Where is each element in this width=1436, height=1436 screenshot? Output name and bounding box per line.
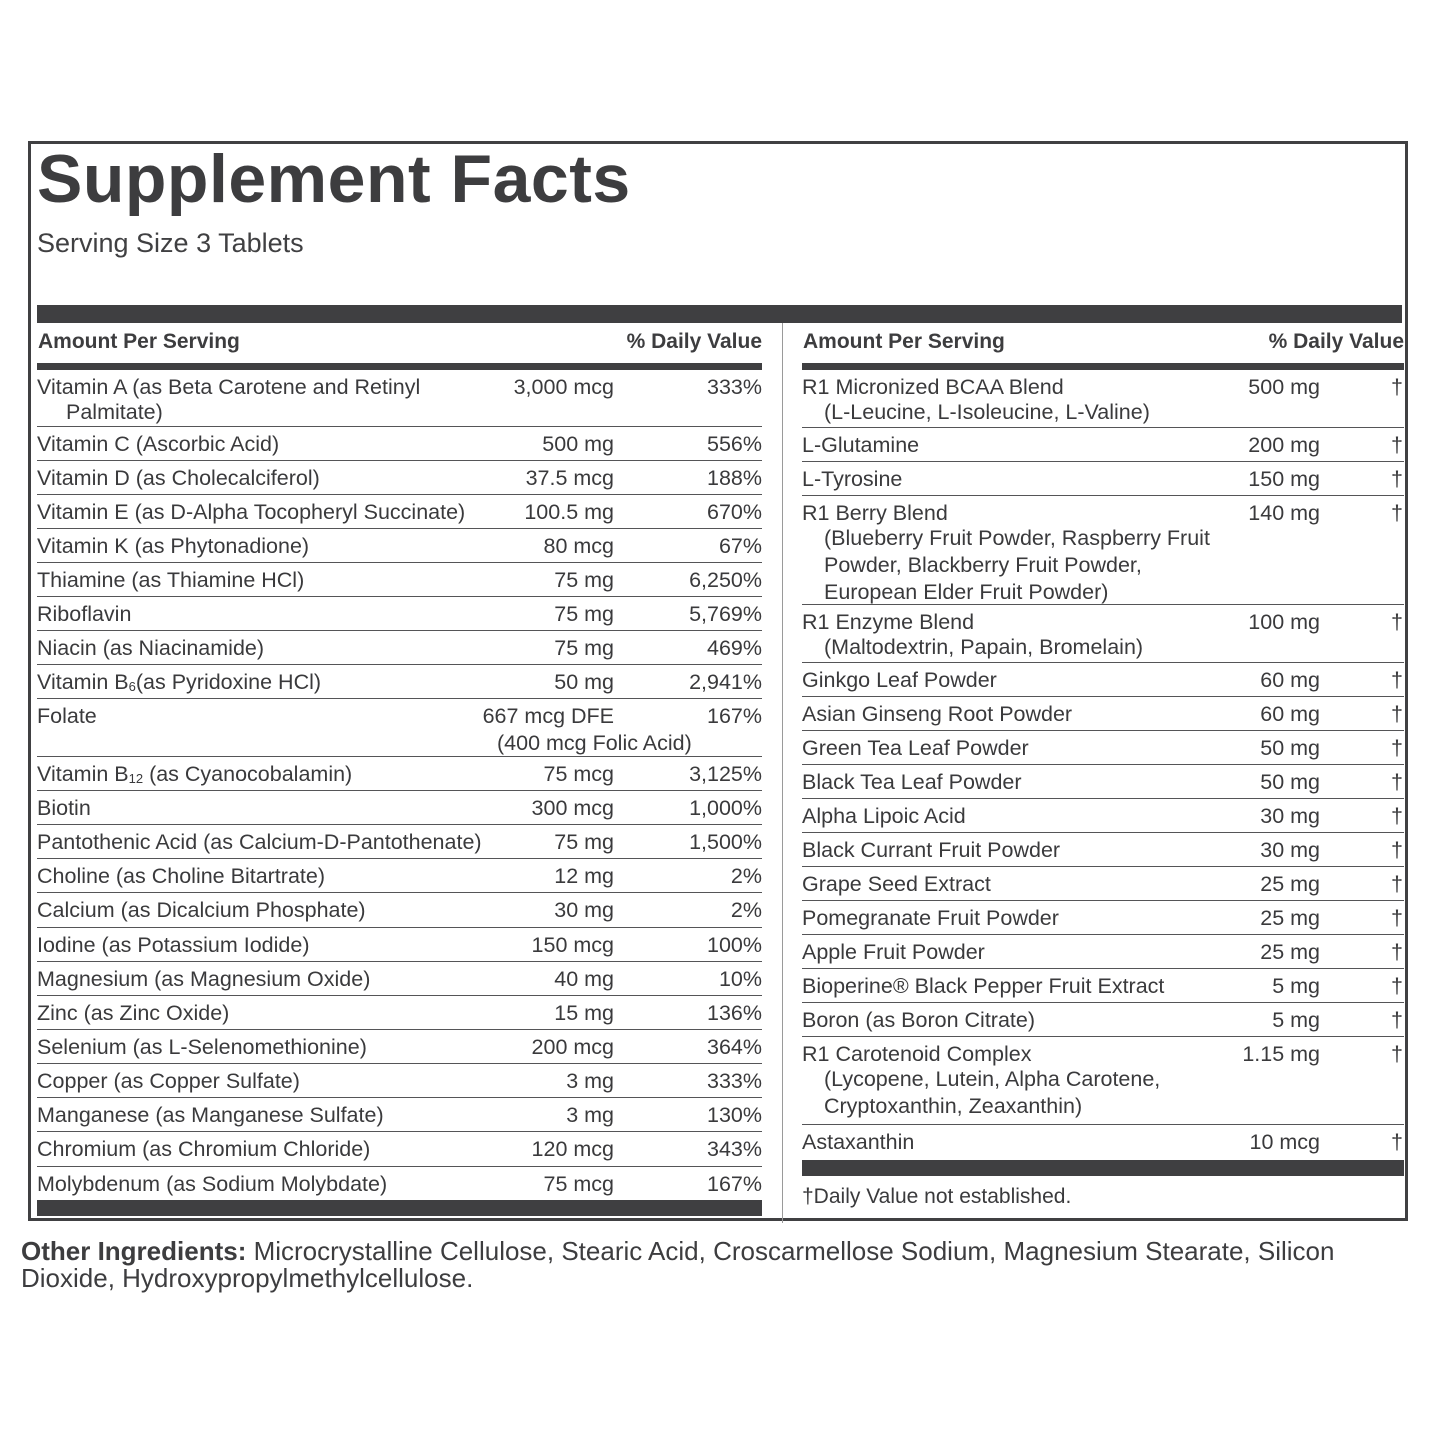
nutrient-daily-value: 2,941% bbox=[689, 670, 762, 694]
left-column bbox=[37, 323, 762, 1200]
dagger-mark: † bbox=[1391, 1130, 1403, 1154]
nutrient-daily-value: 2% bbox=[730, 864, 762, 888]
nutrient-row bbox=[37, 427, 762, 461]
nutrient-name bbox=[37, 669, 321, 695]
nutrient-row bbox=[37, 665, 762, 699]
dagger-mark: † bbox=[1391, 668, 1403, 692]
nutrient-name-part: (as Pyridoxine HCl) bbox=[135, 670, 322, 694]
nutrient-name: Vitamin K (as Phytonadione) bbox=[37, 534, 310, 558]
nutrient-name: Riboflavin bbox=[37, 602, 132, 626]
nutrient-name: Calcium (as Dicalcium Phosphate) bbox=[37, 898, 366, 922]
ingredient-components: (Maltodextrin, Papain, Bromelain) bbox=[824, 635, 1144, 659]
ingredient-amount: 50 mg bbox=[1260, 770, 1320, 794]
dagger-mark: † bbox=[1391, 804, 1403, 828]
nutrient-row bbox=[37, 859, 762, 893]
dagger-mark: † bbox=[1391, 770, 1403, 794]
nutrient-name: Vitamin C (Ascorbic Acid) bbox=[37, 432, 280, 456]
dagger-mark: † bbox=[1391, 1042, 1403, 1066]
nutrient-daily-value: 136% bbox=[707, 1001, 762, 1025]
ingredient-name: Apple Fruit Powder bbox=[802, 940, 985, 964]
ingredient-row bbox=[802, 428, 1404, 462]
nutrient-name: Molybdenum (as Sodium Molybdate) bbox=[37, 1172, 388, 1196]
nutrient-amount: 12 mg bbox=[554, 864, 614, 888]
nutrient-row bbox=[37, 529, 762, 563]
ingredient-name: R1 Micronized BCAA Blend bbox=[802, 375, 1064, 399]
ingredient-row bbox=[802, 901, 1404, 935]
nutrient-name-part: Vitamin B bbox=[37, 670, 129, 694]
nutrient-row bbox=[37, 928, 762, 962]
ingredient-row bbox=[802, 799, 1404, 833]
nutrient-row bbox=[37, 757, 762, 791]
nutrient-row bbox=[37, 1098, 762, 1132]
left-nutrient-list bbox=[37, 370, 762, 1200]
nutrient-daily-value: 167% bbox=[707, 1172, 762, 1196]
ingredient-name: Black Currant Fruit Powder bbox=[802, 838, 1061, 862]
dagger-mark: † bbox=[1391, 702, 1403, 726]
nutrient-name: Magnesium (as Magnesium Oxide) bbox=[37, 967, 371, 991]
nutrient-name-part: Vitamin B bbox=[37, 762, 129, 786]
nutrient-daily-value: 100% bbox=[707, 933, 762, 957]
nutrient-row bbox=[37, 631, 762, 665]
nutrient-name: Manganese (as Manganese Sulfate) bbox=[37, 1103, 384, 1127]
ingredient-amount: 10 mcg bbox=[1249, 1130, 1320, 1154]
other-ingredients-label: Other Ingredients: bbox=[21, 1236, 247, 1266]
nutrient-amount: 50 mg bbox=[554, 670, 614, 694]
header-bar bbox=[37, 305, 1402, 323]
ingredient-name: Astaxanthin bbox=[802, 1130, 915, 1154]
nutrient-daily-value: 10% bbox=[718, 967, 762, 991]
nutrient-daily-value: 333% bbox=[707, 375, 762, 399]
nutrient-daily-value: 130% bbox=[707, 1103, 762, 1127]
nutrient-row bbox=[37, 495, 762, 529]
ingredient-name: Grape Seed Extract bbox=[802, 872, 991, 896]
nutrient-row bbox=[37, 791, 762, 825]
ingredient-name: Asian Ginseng Root Powder bbox=[802, 702, 1073, 726]
ingredient-name: Boron (as Boron Citrate) bbox=[802, 1008, 1036, 1032]
ingredient-amount: 200 mg bbox=[1248, 433, 1320, 457]
daily-value-label: % Daily Value bbox=[1268, 330, 1404, 353]
nutrient-daily-value: 670% bbox=[707, 500, 762, 524]
dagger-mark: † bbox=[1391, 838, 1403, 862]
nutrient-name: Chromium (as Chromium Chloride) bbox=[37, 1137, 371, 1161]
ingredient-amount: 5 mg bbox=[1272, 1008, 1320, 1032]
ingredient-amount: 30 mg bbox=[1260, 804, 1320, 828]
nutrient-amount: 200 mcg bbox=[531, 1035, 614, 1059]
nutrient-amount: 30 mg bbox=[554, 898, 614, 922]
ingredient-row bbox=[802, 605, 1404, 663]
dagger-mark: † bbox=[1391, 501, 1403, 525]
nutrient-name-continued: Palmitate) bbox=[66, 400, 163, 424]
nutrient-row bbox=[37, 461, 762, 495]
serving-size: Serving Size 3 Tablets bbox=[37, 228, 304, 258]
dagger-mark: † bbox=[1391, 736, 1403, 760]
nutrient-name: Folate bbox=[37, 704, 97, 728]
ingredient-name: Ginkgo Leaf Powder bbox=[802, 668, 997, 692]
ingredient-name: R1 Enzyme Blend bbox=[802, 610, 975, 634]
right-column-header bbox=[802, 323, 1404, 370]
nutrient-daily-value: 2% bbox=[730, 898, 762, 922]
ingredient-row bbox=[802, 663, 1404, 697]
right-bottom-bar bbox=[802, 1160, 1404, 1176]
nutrient-name: Niacin (as Niacinamide) bbox=[37, 636, 265, 660]
nutrient-name-part: (as Cyanocobalamin) bbox=[143, 762, 353, 786]
column-divider bbox=[782, 323, 783, 1223]
daily-value-label: % Daily Value bbox=[626, 330, 762, 353]
left-column-header bbox=[37, 323, 762, 370]
ingredient-row bbox=[802, 370, 1404, 428]
nutrient-row bbox=[37, 370, 762, 427]
left-bottom-bar bbox=[37, 1200, 762, 1216]
dagger-mark: † bbox=[1391, 906, 1403, 930]
ingredient-amount: 25 mg bbox=[1260, 940, 1320, 964]
ingredient-name: Green Tea Leaf Powder bbox=[802, 736, 1029, 760]
nutrient-daily-value: 1,500% bbox=[689, 830, 762, 854]
ingredient-name: Alpha Lipoic Acid bbox=[802, 804, 966, 828]
nutrient-name: Zinc (as Zinc Oxide) bbox=[37, 1001, 230, 1025]
dagger-mark: † bbox=[1391, 467, 1403, 491]
nutrient-name: Copper (as Copper Sulfate) bbox=[37, 1069, 300, 1093]
ingredient-amount: 140 mg bbox=[1248, 501, 1320, 525]
nutrient-amount: 75 mcg bbox=[543, 762, 614, 786]
ingredient-amount: 60 mg bbox=[1260, 668, 1320, 692]
nutrient-amount: 150 mcg bbox=[531, 933, 614, 957]
nutrient-daily-value: 67% bbox=[718, 534, 762, 558]
nutrient-name bbox=[37, 761, 352, 787]
nutrient-daily-value: 556% bbox=[707, 432, 762, 456]
dagger-mark: † bbox=[1391, 974, 1403, 998]
nutrient-amount: 40 mg bbox=[554, 967, 614, 991]
nutrient-amount: 500 mg bbox=[542, 432, 614, 456]
dagger-mark: † bbox=[1391, 1008, 1403, 1032]
nutrient-row bbox=[37, 825, 762, 859]
subscript: 6 bbox=[128, 679, 136, 694]
ingredient-row bbox=[802, 731, 1404, 765]
nutrient-row bbox=[37, 1064, 762, 1098]
ingredient-row bbox=[802, 833, 1404, 867]
ingredient-row bbox=[802, 1003, 1404, 1037]
ingredient-row bbox=[802, 1037, 1404, 1125]
nutrient-row bbox=[37, 962, 762, 996]
nutrient-daily-value: 3,125% bbox=[689, 762, 762, 786]
dagger-mark: † bbox=[1391, 610, 1403, 634]
right-ingredient-list bbox=[802, 370, 1404, 1158]
nutrient-daily-value: 364% bbox=[707, 1035, 762, 1059]
ingredient-components: (Blueberry Fruit Powder, Raspberry Fruit Powder, Blackberry Fruit Powder, European Elder Fruit Powder) bbox=[824, 526, 1210, 604]
nutrient-daily-value: 167% bbox=[707, 704, 762, 728]
nutrient-daily-value: 5,769% bbox=[689, 602, 762, 626]
nutrient-row bbox=[37, 597, 762, 631]
ingredient-amount: 150 mg bbox=[1248, 467, 1320, 491]
nutrient-daily-value: 188% bbox=[707, 466, 762, 490]
ingredient-row bbox=[802, 697, 1404, 731]
ingredient-amount: 500 mg bbox=[1248, 375, 1320, 399]
nutrient-amount: 300 mcg bbox=[531, 796, 614, 820]
ingredient-name: Bioperine® Black Pepper Fruit Extract bbox=[802, 974, 1165, 998]
nutrient-name: Thiamine (as Thiamine HCl) bbox=[37, 568, 305, 592]
nutrient-row bbox=[37, 996, 762, 1030]
nutrient-amount: 3,000 mcg bbox=[513, 375, 614, 399]
nutrient-row bbox=[37, 1167, 762, 1200]
nutrient-amount: 3 mg bbox=[566, 1069, 614, 1093]
nutrient-amount: 100.5 mg bbox=[524, 500, 614, 524]
ingredient-row bbox=[802, 969, 1404, 1003]
ingredient-name: L-Tyrosine bbox=[802, 467, 903, 491]
nutrient-amount: 80 mcg bbox=[543, 534, 614, 558]
nutrient-row bbox=[37, 563, 762, 597]
nutrient-row bbox=[37, 699, 762, 757]
ingredient-row bbox=[802, 462, 1404, 496]
dagger-mark: † bbox=[1391, 872, 1403, 896]
nutrient-row bbox=[37, 1030, 762, 1064]
nutrient-amount: 75 mg bbox=[554, 636, 614, 660]
nutrient-daily-value: 6,250% bbox=[689, 568, 762, 592]
supplement-facts-panel bbox=[28, 141, 1408, 1221]
ingredient-name: Pomegranate Fruit Powder bbox=[802, 906, 1059, 930]
ingredient-row bbox=[802, 935, 1404, 969]
ingredient-amount: 25 mg bbox=[1260, 872, 1320, 896]
nutrient-amount: 15 mg bbox=[554, 1001, 614, 1025]
ingredient-name: R1 Carotenoid Complex bbox=[802, 1042, 1032, 1066]
nutrient-row bbox=[37, 1132, 762, 1167]
nutrient-name: Selenium (as L-Selenomethionine) bbox=[37, 1035, 367, 1059]
nutrient-name: Choline (as Choline Bitartrate) bbox=[37, 864, 325, 888]
ingredient-amount: 30 mg bbox=[1260, 838, 1320, 862]
nutrient-row bbox=[37, 893, 762, 928]
amount-per-serving-label: Amount Per Serving bbox=[38, 330, 240, 353]
nutrient-daily-value: 343% bbox=[707, 1137, 762, 1161]
ingredient-row bbox=[802, 1125, 1404, 1158]
nutrient-daily-value: 1,000% bbox=[689, 796, 762, 820]
ingredient-row bbox=[802, 496, 1404, 605]
page-title: Supplement Facts bbox=[37, 141, 631, 217]
dagger-mark: † bbox=[1391, 375, 1403, 399]
nutrient-name: Vitamin D (as Cholecalciferol) bbox=[37, 466, 320, 490]
subscript: 12 bbox=[128, 771, 144, 786]
ingredient-name: Black Tea Leaf Powder bbox=[802, 770, 1022, 794]
nutrient-name: Iodine (as Potassium Iodide) bbox=[37, 933, 310, 957]
nutrient-amount: 120 mcg bbox=[531, 1137, 614, 1161]
nutrient-amount: 3 mg bbox=[566, 1103, 614, 1127]
nutrient-amount: 667 mcg DFE bbox=[482, 704, 614, 728]
other-ingredients-text: Microcrystalline Cellulose, Stearic Acid, Croscarmellose Sodium, Magnesium Stearate, Silicon Dioxide, Hydroxypropylmethylcellulose. bbox=[21, 1236, 1335, 1293]
other-ingredients bbox=[21, 1238, 1421, 1292]
ingredient-amount: 1.15 mg bbox=[1242, 1042, 1320, 1066]
ingredient-components: (L-Leucine, L-Isoleucine, L-Valine) bbox=[824, 400, 1150, 424]
nutrient-amount-note: (400 mcg Folic Acid) bbox=[497, 731, 692, 755]
ingredient-amount: 25 mg bbox=[1260, 906, 1320, 930]
nutrient-name: Vitamin A (as Beta Carotene and Retinyl bbox=[37, 375, 421, 399]
ingredient-amount: 60 mg bbox=[1260, 702, 1320, 726]
nutrient-amount: 75 mg bbox=[554, 568, 614, 592]
ingredient-name: R1 Berry Blend bbox=[802, 501, 948, 525]
ingredient-row bbox=[802, 765, 1404, 799]
nutrient-daily-value: 333% bbox=[707, 1069, 762, 1093]
ingredient-components: (Lycopene, Lutein, Alpha Carotene, Cryptoxanthin, Zeaxanthin) bbox=[824, 1067, 1161, 1118]
dagger-mark: † bbox=[1391, 940, 1403, 964]
ingredient-amount: 100 mg bbox=[1248, 610, 1320, 634]
nutrient-name: Pantothenic Acid (as Calcium-D-Pantothenate) bbox=[37, 830, 482, 854]
ingredient-amount: 5 mg bbox=[1272, 974, 1320, 998]
nutrient-amount: 75 mcg bbox=[543, 1172, 614, 1196]
dagger-mark: † bbox=[1391, 433, 1403, 457]
nutrient-name: Biotin bbox=[37, 796, 91, 820]
ingredient-row bbox=[802, 867, 1404, 901]
right-column bbox=[802, 323, 1404, 1158]
ingredient-amount: 50 mg bbox=[1260, 736, 1320, 760]
nutrient-amount: 75 mg bbox=[554, 602, 614, 626]
footnote: †Daily Value not established. bbox=[802, 1185, 1072, 1208]
nutrient-daily-value: 469% bbox=[707, 636, 762, 660]
nutrient-amount: 75 mg bbox=[554, 830, 614, 854]
nutrient-amount: 37.5 mcg bbox=[525, 466, 614, 490]
nutrient-name: Vitamin E (as D-Alpha Tocopheryl Succinate) bbox=[37, 500, 466, 524]
amount-per-serving-label: Amount Per Serving bbox=[803, 330, 1005, 353]
ingredient-name: L-Glutamine bbox=[802, 433, 920, 457]
